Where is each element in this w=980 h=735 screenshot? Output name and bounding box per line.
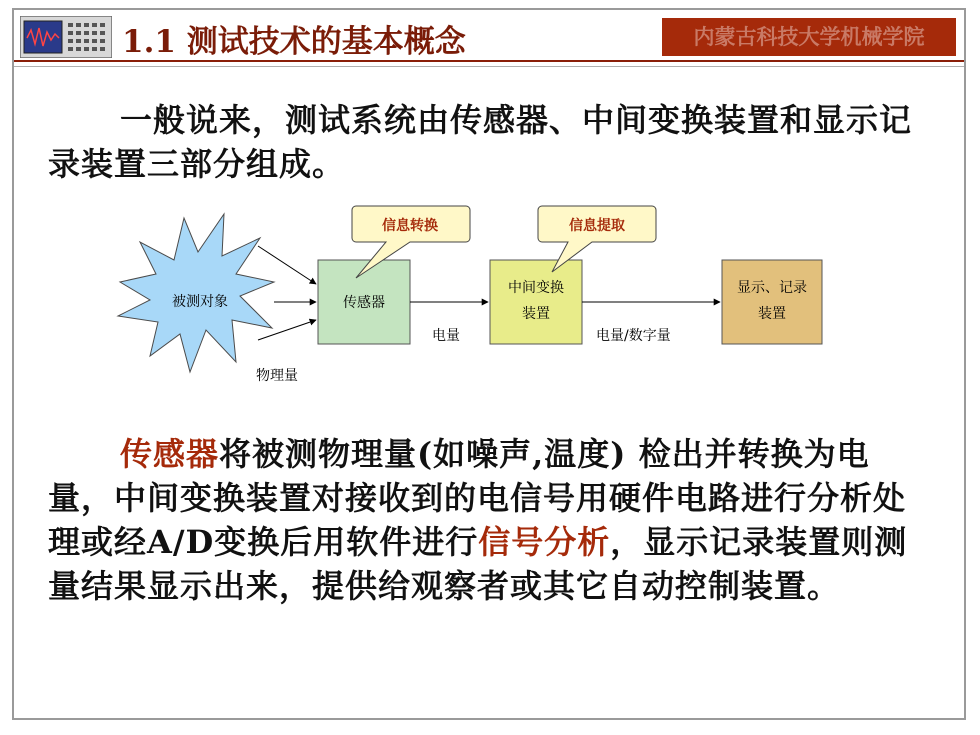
display-label-line2: 装置	[758, 306, 786, 322]
measured-object-star	[118, 214, 274, 372]
intermediate-box	[490, 260, 582, 344]
institution-badge: 内蒙古科技大学机械学院	[662, 18, 956, 56]
callout-extract-label: 信息提取	[569, 218, 625, 234]
intermediate-label-line1: 中间变换	[508, 280, 564, 296]
display-label-line1: 显示、记录	[737, 280, 807, 296]
intermediate-label-line2: 装置	[522, 306, 550, 322]
sensor-label: 传感器	[343, 295, 385, 311]
header-divider-shadow	[14, 66, 964, 70]
term-signal-analysis: 信号分析	[478, 523, 611, 561]
body-text-b: ，显示记录装置则测量结果显示出来，提供给观察者或其它自动控制装置。	[48, 523, 908, 605]
display-box	[722, 260, 822, 344]
intro-paragraph	[48, 98, 926, 186]
body-paragraph	[48, 432, 926, 608]
measurement-system-diagram	[110, 200, 870, 400]
page-title: 1.1 测试技术的基本概念	[122, 24, 466, 60]
measured-object-label: 被测对象	[172, 294, 228, 310]
electric-digital-label: 电量/数字量	[596, 328, 671, 344]
electric-label: 电量	[432, 328, 460, 344]
slide-header	[14, 10, 964, 62]
callout-convert-label: 信息转换	[382, 218, 438, 234]
callout-convert-bubble	[352, 206, 470, 278]
body-text-a: 将被测物理量(如噪声,温度) 检出并转换为电量，中间变换装置对接收到的电信号用硬件电路进行分析处理或经A/D变换后用软件进行	[48, 435, 907, 561]
intro-text: 一般说来，测试系统由传感器、中间变换装置和显示记录装置三部分组成。	[48, 101, 913, 183]
input-arrow-top	[258, 246, 316, 284]
header-divider	[14, 60, 964, 62]
physical-quantity-label: 物理量	[256, 368, 298, 384]
oscilloscope-icon	[20, 16, 112, 58]
term-sensor: 传感器	[120, 435, 220, 473]
